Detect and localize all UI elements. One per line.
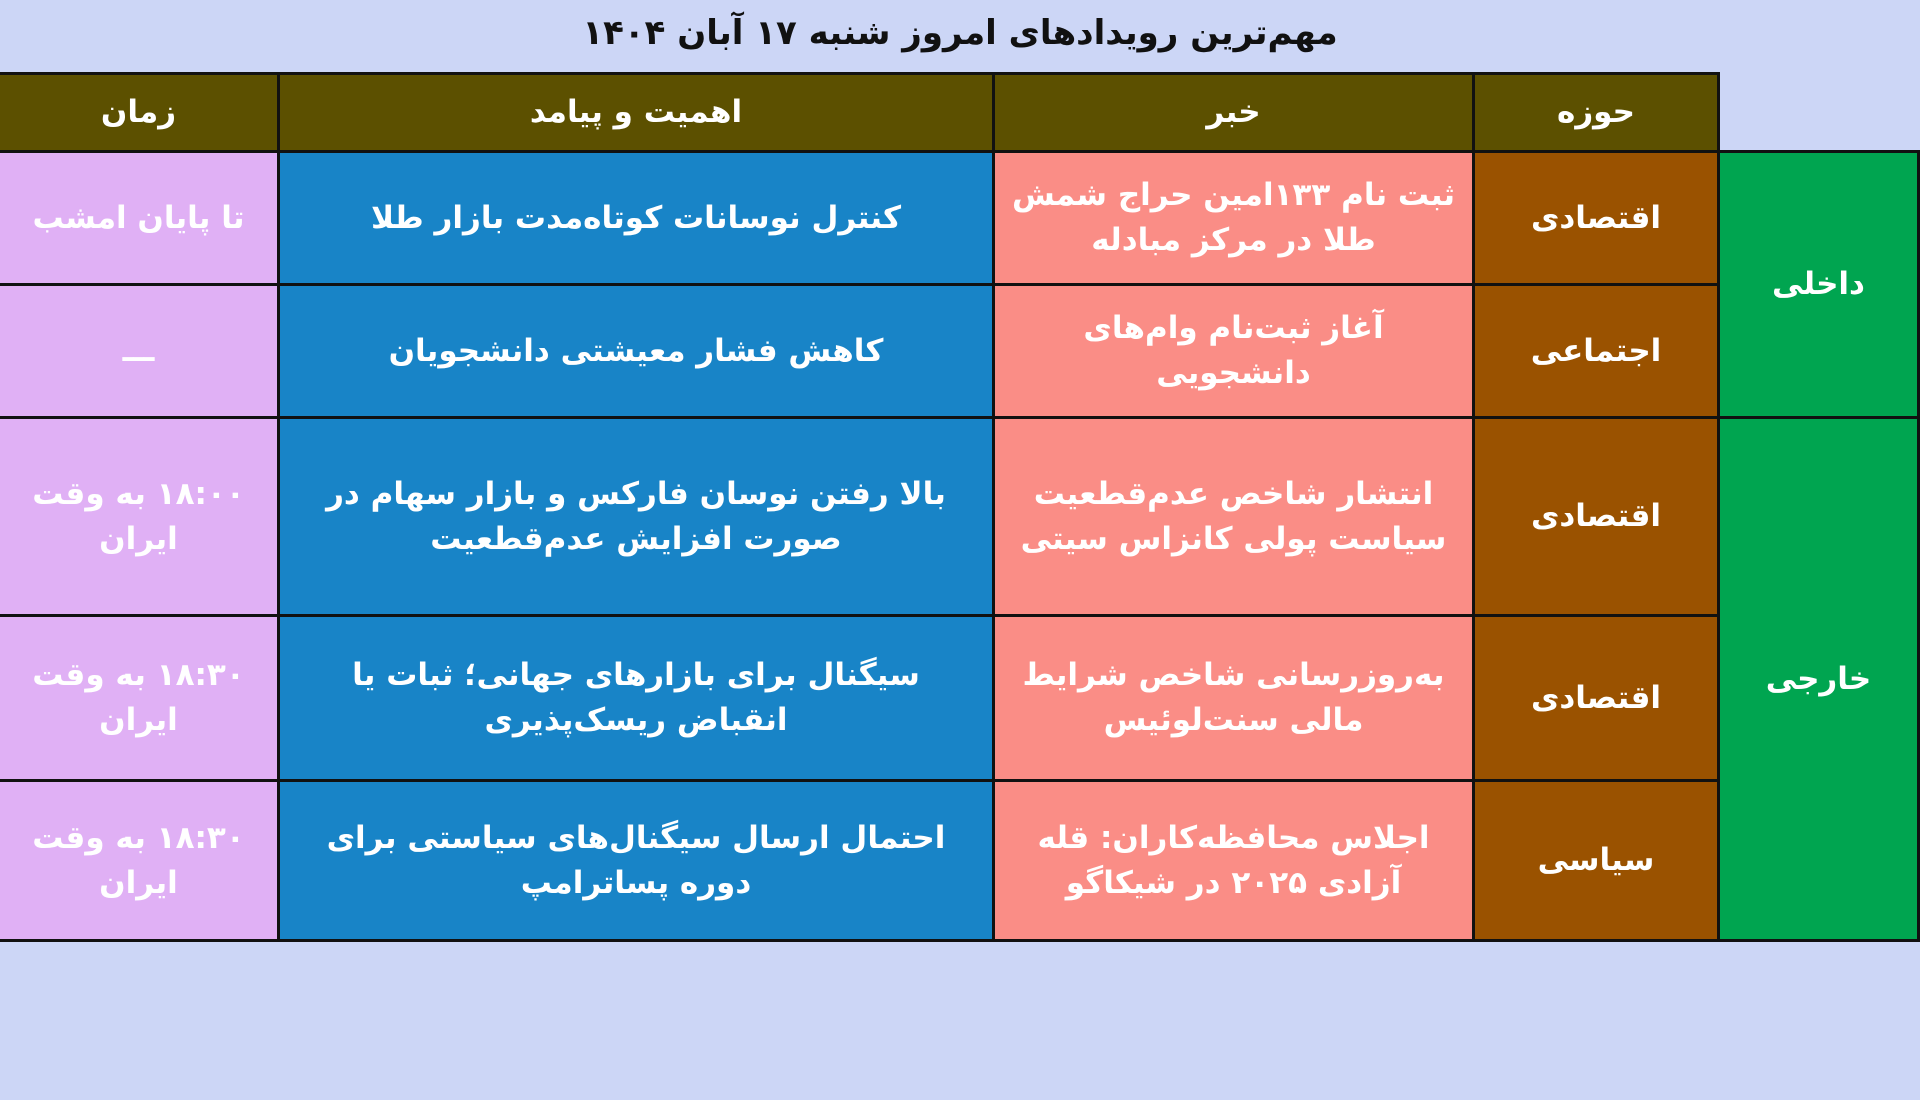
cell-domain: اقتصادی	[1474, 152, 1719, 285]
table-header	[0, 74, 1919, 152]
cell-impact: کاهش فشار معیشتی دانشجویان	[279, 285, 994, 418]
cell-domain: اقتصادی	[1474, 616, 1719, 781]
table-row	[0, 152, 1919, 285]
cell-time: ۱۸:۰۰ به وقت ایران	[0, 418, 279, 616]
cell-time: ـــ	[0, 285, 279, 418]
cell-news: ثبت نام ۱۳۳امین حراج شمش طلا در مرکز مبادله	[994, 152, 1474, 285]
column-header-domain: حوزه	[1474, 74, 1719, 152]
cell-domain: اجتماعی	[1474, 285, 1719, 418]
group-label-internal: داخلی	[1719, 152, 1919, 418]
cell-impact: بالا رفتن نوسان فارکس و بازار سهام در صورت افزایش عدم‌قطعیت	[279, 418, 994, 616]
table-header-row	[0, 74, 1919, 152]
column-header-time: زمان	[0, 74, 279, 152]
cell-impact: کنترل نوسانات کوتاه‌مدت بازار طلا	[279, 152, 994, 285]
cell-impact: سیگنال برای بازارهای جهانی؛ ثبات یا انقباض ریسک‌پذیری	[279, 616, 994, 781]
cell-news: آغاز ثبت‌نام وام‌های دانشجویی	[994, 285, 1474, 418]
cell-time: تا پایان امشب	[0, 152, 279, 285]
table-row	[0, 781, 1919, 941]
cell-impact: احتمال ارسال سیگنال‌های سیاستی برای دوره پساترامپ	[279, 781, 994, 941]
page-title-text: مهم‌ترین رویدادهای امروز شنبه ۱۷ آبان ۱۴۰۴	[582, 13, 1338, 53]
table-row	[0, 285, 1919, 418]
cell-time: ۱۸:۳۰ به وقت ایران	[0, 616, 279, 781]
cell-domain: اقتصادی	[1474, 418, 1719, 616]
page-title	[0, 0, 1920, 72]
cell-domain: سیاسی	[1474, 781, 1719, 941]
column-header-news: خبر	[994, 74, 1474, 152]
table-row	[0, 418, 1919, 616]
events-table	[0, 72, 1920, 942]
table-body	[0, 152, 1919, 941]
cell-news: اجلاس محافظه‌کاران: قله آزادی ۲۰۲۵ در شیکاگو	[994, 781, 1474, 941]
cell-news: به‌روزرسانی شاخص شرایط مالی سنت‌لوئیس	[994, 616, 1474, 781]
column-header-area	[1719, 74, 1919, 152]
column-header-impact: اهمیت و پیامد	[279, 74, 994, 152]
group-label-external: خارجی	[1719, 418, 1919, 941]
cell-news: انتشار شاخص عدم‌قطعیت سیاست پولی کانزاس سیتی	[994, 418, 1474, 616]
cell-time: ۱۸:۳۰ به وقت ایران	[0, 781, 279, 941]
table-row	[0, 616, 1919, 781]
